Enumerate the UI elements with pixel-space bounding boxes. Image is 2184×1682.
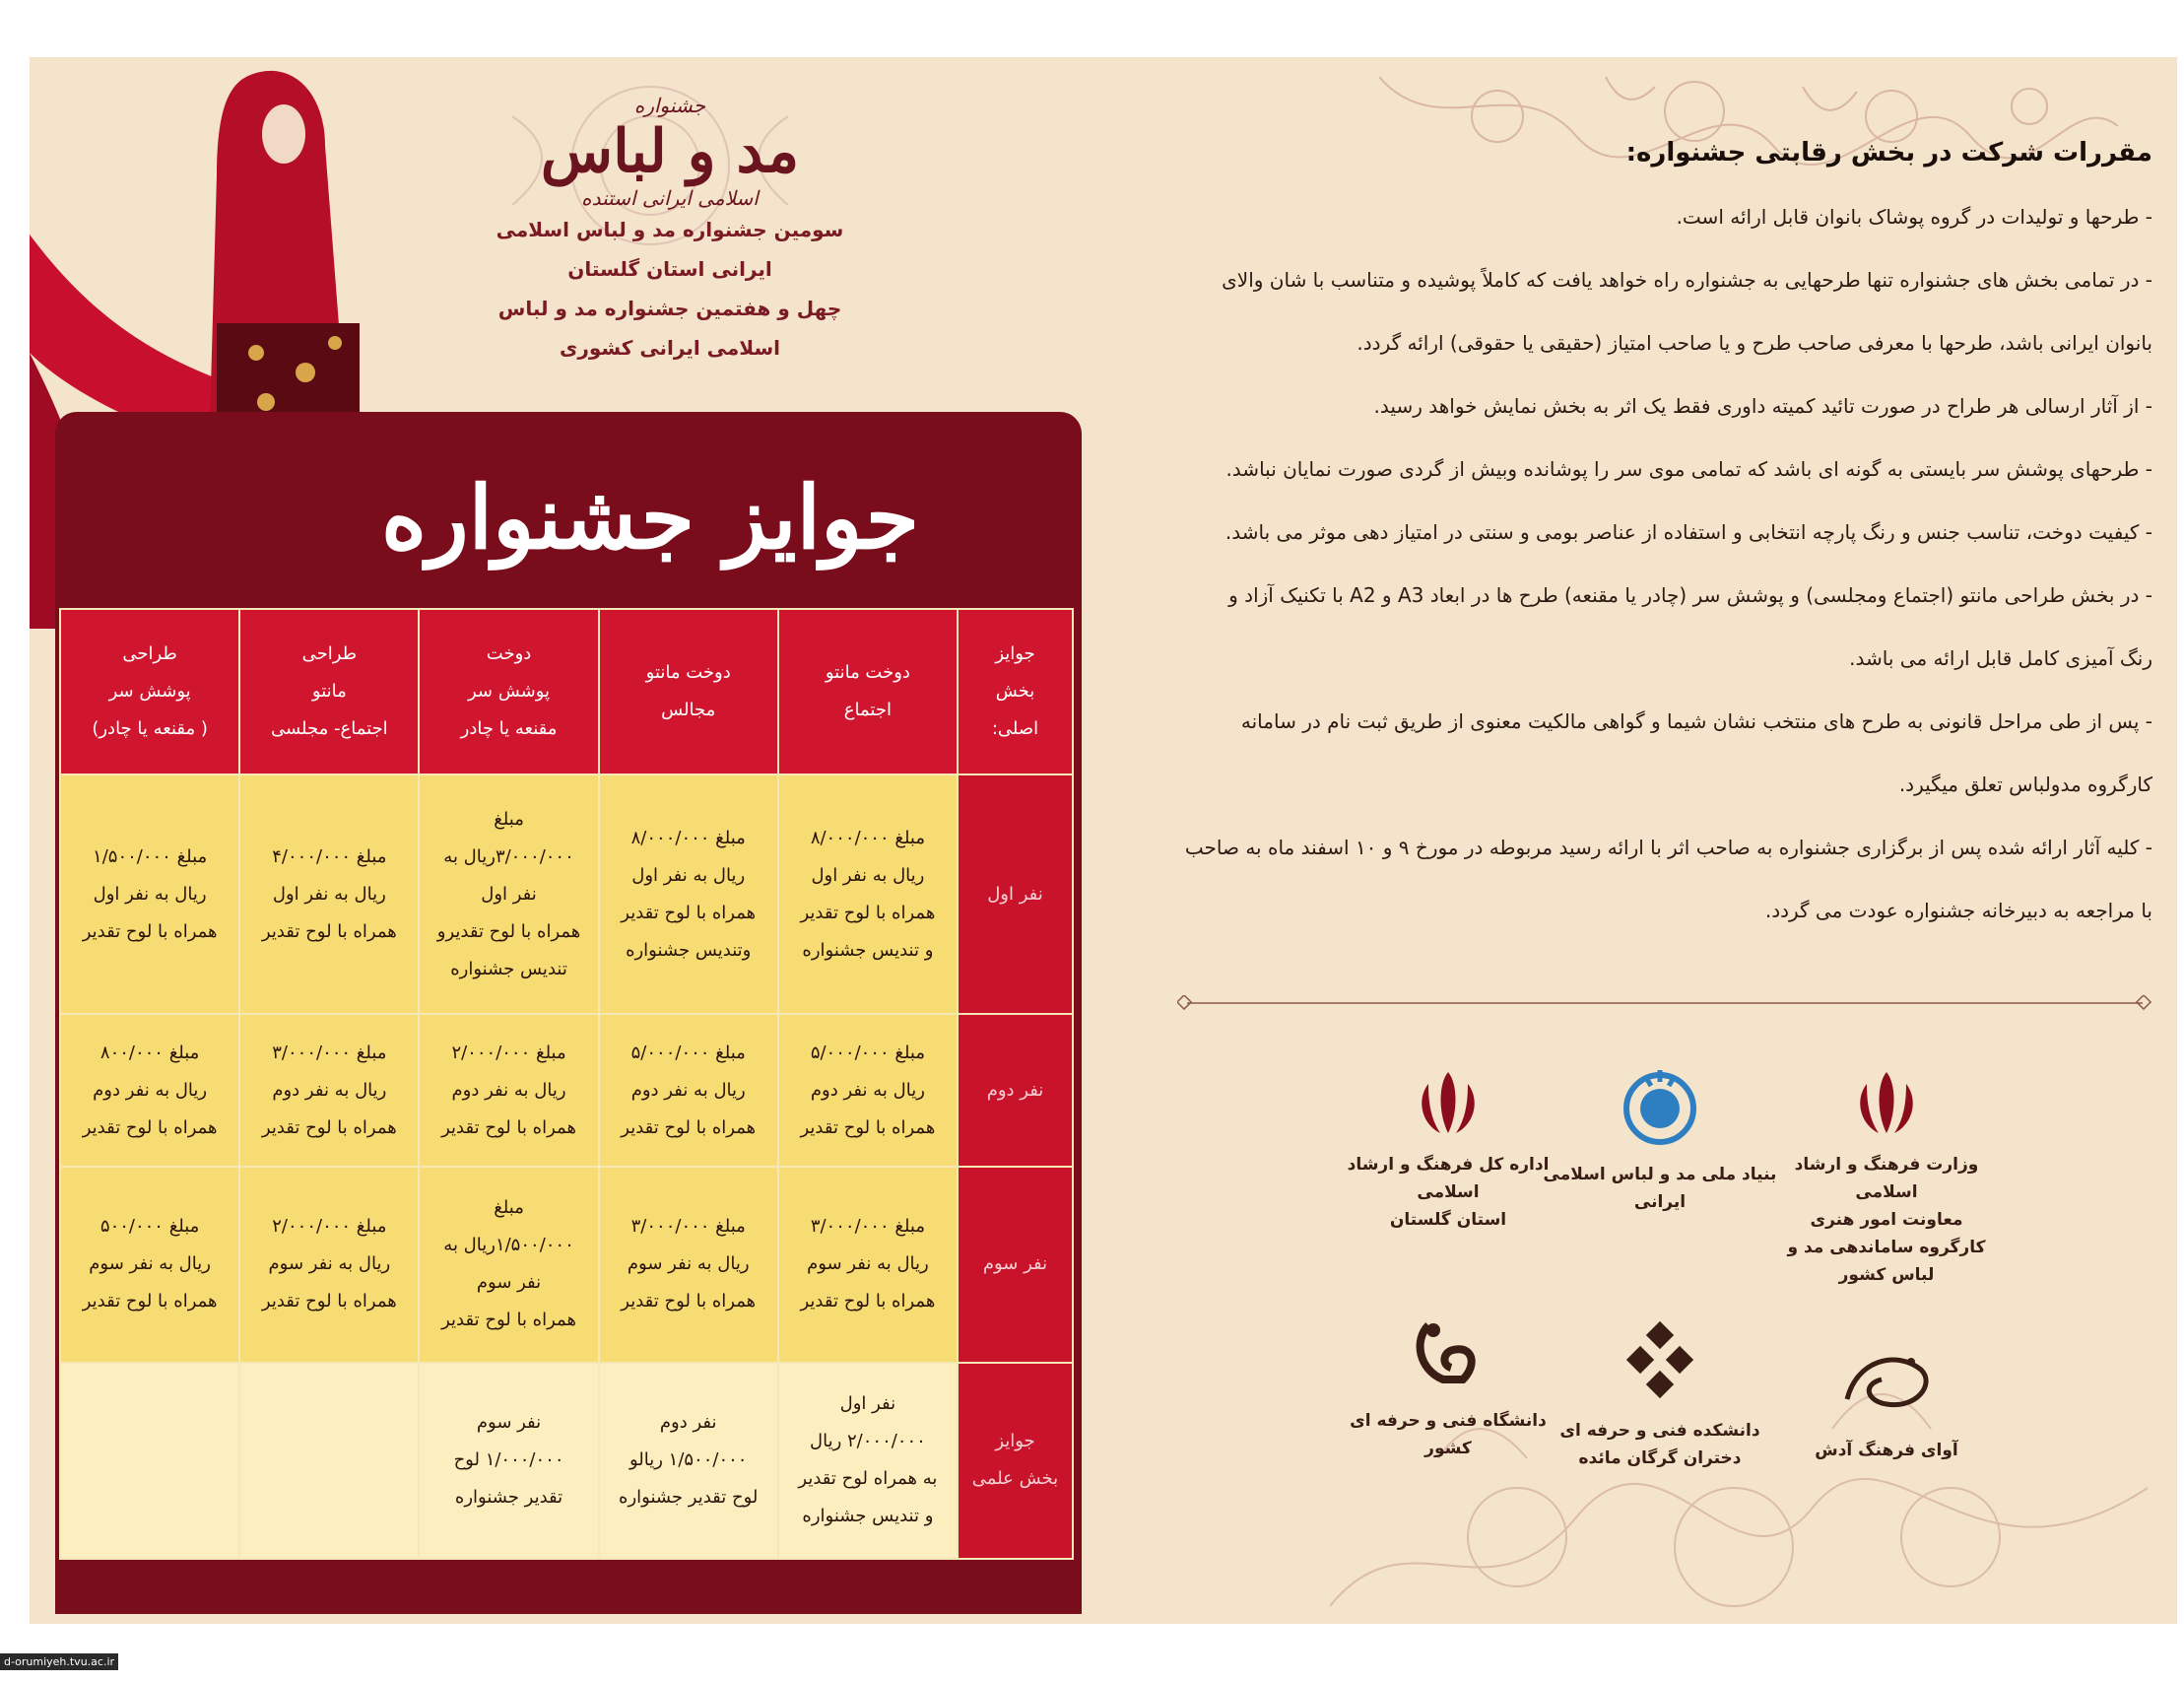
- college-logo: [1537, 1320, 1783, 1472]
- rule-line: - کلیه آثار ارائه شده پس از برگزاری جشنواره به صاحب اثر با ارائه رسید مربوطه در مورخ ۹ و ۱۰ اسفند ماه به صاحب: [1184, 836, 2152, 859]
- prize-cell: مبلغ ۴/۰۰۰/۰۰۰ ریال به نفر اول همراه با لوح تقدیر: [239, 774, 419, 1014]
- prize-cell: مبلغ ۱/۵۰۰/۰۰۰ریال به نفر سوم همراه با لوح تقدیر: [419, 1167, 598, 1363]
- festival-title: مد و لباس: [540, 117, 800, 186]
- office-logo: [1325, 1064, 1571, 1234]
- iran-emblem-icon: [1409, 1064, 1488, 1143]
- prize-cell: مبلغ ۵/۰۰۰/۰۰۰ ریال به نفر دوم همراه با لوح تقدیر: [599, 1014, 778, 1167]
- column-header: دوخت پوشش سر مقنعه یا چادر: [419, 609, 598, 774]
- ava-logo: [1763, 1340, 2010, 1464]
- rule-line: رنگ آمیزی کامل قابل ارائه می باشد.: [1849, 646, 2152, 670]
- prize-cell: [60, 1363, 239, 1559]
- prize-cell: مبلغ ۲/۰۰۰/۰۰۰ ریال به نفر سوم همراه با لوح تقدیر: [239, 1167, 419, 1363]
- university-logo: [1325, 1311, 1571, 1462]
- college-caption: دانشکده فنی و حرفه ای دختران گرگان مائده: [1559, 1421, 1760, 1468]
- prize-cell: نفر اول ۲/۰۰۰/۰۰۰ ریال به همراه لوح تقدیر و تندیس جشنواره: [778, 1363, 958, 1559]
- prize-cell: مبلغ ۵۰۰/۰۰۰ ریال به نفر سوم همراه با لوح تقدیر: [60, 1167, 239, 1363]
- ava-caption: آوای فرهنگ آدش: [1815, 1441, 1958, 1460]
- prize-cell: مبلغ ۸۰۰/۰۰۰ ریال به نفر دوم همراه با لوح تقدیر: [60, 1014, 239, 1167]
- column-header: دوخت مانتو مجالس: [599, 609, 778, 774]
- rule-line: با مراجعه به دبیرخانه جشنواره عودت می گردد.: [1764, 899, 2152, 922]
- university-caption: دانشگاه فنی و حرفه ای کشور: [1350, 1411, 1547, 1458]
- section-divider: [1177, 995, 2152, 1011]
- column-header: دوخت مانتو اجتماع: [778, 609, 958, 774]
- rules-heading: مقررات شرکت در بخش رقابتی جشنواره:: [1625, 138, 2152, 168]
- festival-line-2: چهل و هفتمین جشنواره مد و لباس اسلامی ایرانی کشوری: [497, 297, 842, 360]
- rule-line: بانوان ایرانی باشد، طرحها با معرفی صاحب طرح و یا صاحب امتیاز (حقیقی یا حقوقی) ارائه گردد.: [1357, 331, 2152, 355]
- column-header: طراحی پوشش سر ( مقنعه یا چادر): [60, 609, 239, 774]
- table-row: [60, 1167, 1073, 1363]
- prize-cell: مبلغ ۳/۰۰۰/۰۰۰ریال به نفر اول همراه با لوح تقدیرو تندیس جشنواره: [419, 774, 598, 1014]
- row-label: نفر دوم: [958, 1014, 1073, 1167]
- prize-cell: مبلغ ۸/۰۰۰/۰۰۰ ریال به نفر اول همراه با لوح تقدیر وتندیس جشنواره: [599, 774, 778, 1014]
- festival-word: جشنواره: [633, 94, 706, 117]
- table-row: [60, 1014, 1073, 1167]
- festival-subtitle: اسلامی ایرانی استنده: [581, 186, 759, 210]
- rule-line: - کیفیت دوخت، تناسب جنس و رنگ پارچه انتخابی و استفاده از عناصر بومی و سنتی در امتیاز دهی موثر می باشد.: [1224, 520, 2152, 544]
- festival-line-1: سومین جشنواره مد و لباس اسلامی ایرانی استان گلستان: [496, 218, 844, 281]
- iran-emblem-icon: [1847, 1064, 1926, 1143]
- rule-line: - پس از طی مراحل قانونی به طرح های منتخب نشان شیما و گواهی مالکیت معنوی از طریق ثبت نام در سامانه: [1240, 709, 2152, 733]
- row-label: نفر سوم: [958, 1167, 1073, 1363]
- rule-line: - طرحهای پوشش سر بایستی به گونه ای باشد که تمامی موی سر را پوشانده وبیش از گردی صورت نمایان نباشد.: [1225, 457, 2152, 481]
- college-emblem-icon: [1611, 1320, 1709, 1409]
- table-row: [60, 774, 1073, 1014]
- ava-calligraphy-icon: [1827, 1340, 1946, 1429]
- prize-table: [59, 608, 1074, 1560]
- rule-line: - در تمامی بخش های جشنواره تنها طرحهایی به جشنواره راه خواهد یافت که کاملاً پوشیده و متناسب با شان والای: [1222, 268, 2152, 292]
- rules-section: [1177, 138, 2152, 942]
- prize-cell: مبلغ ۳/۰۰۰/۰۰۰ ریال به نفر دوم همراه با لوح تقدیر: [239, 1014, 419, 1167]
- column-header: طراحی مانتو اجتماع- مجلسی: [239, 609, 419, 774]
- foundation-logo: [1537, 1064, 1783, 1216]
- prize-corner-header: جوایز بخش اصلی:: [958, 609, 1073, 774]
- prize-cell: نفر سوم ۱/۰۰۰/۰۰۰ لوح تقدیر جشنواره: [419, 1363, 598, 1559]
- prize-cell: مبلغ ۸/۰۰۰/۰۰۰ ریال به نفر اول همراه با لوح تقدیر و تندیس جشنواره: [778, 774, 958, 1014]
- row-label: جوایز بخش علمی: [958, 1363, 1073, 1559]
- office-caption: اداره کل فرهنگ و ارشاد اسلامی استان گلستان: [1347, 1155, 1550, 1230]
- ministry-caption: وزارت فرهنگ و ارشاد اسلامی معاونت امور هنری کارگروه ساماندهی مد و لباس کشور: [1787, 1155, 1986, 1285]
- prize-cell: مبلغ ۳/۰۰۰/۰۰۰ ریال به نفر سوم همراه با لوح تقدیر: [778, 1167, 958, 1363]
- prize-cell: [239, 1363, 419, 1559]
- ministry-logo: [1763, 1064, 2010, 1289]
- festival-logo-block: [463, 94, 877, 360]
- row-label: نفر اول: [958, 774, 1073, 1014]
- prize-panel-title: جوایز جشنواره: [381, 466, 919, 569]
- prize-cell: مبلغ ۵/۰۰۰/۰۰۰ ریال به نفر دوم همراه با لوح تقدیر: [778, 1014, 958, 1167]
- prize-cell: مبلغ ۱/۵۰۰/۰۰۰ ریال به نفر اول همراه با لوح تقدیر: [60, 774, 239, 1014]
- university-emblem-icon: [1404, 1311, 1492, 1399]
- rule-line: - در بخش طراحی مانتو (اجتماع ومجلسی) و پوشش سر (چادر یا مقنعه) طرح ها در ابعاد A3 و A2 با تکنیک آزاد و: [1228, 583, 2152, 607]
- foundation-caption: بنیاد ملی مد و لباس اسلامی ایرانی: [1543, 1165, 1777, 1212]
- rule-line: کارگروه مدولباس تعلق میگیرد.: [1898, 773, 2152, 796]
- foundation-emblem-icon: [1616, 1064, 1704, 1153]
- prize-cell: مبلغ ۲/۰۰۰/۰۰۰ ریال به نفر دوم همراه با لوح تقدیر: [419, 1014, 598, 1167]
- rule-line: - طرحها و تولیدات در گروه پوشاک بانوان قابل ارائه است.: [1676, 205, 2152, 229]
- rule-line: - از آثار ارسالی هر طراح در صورت تائید کمیته داوری فقط یک اثر به بخش نمایش خواهد رسید.: [1373, 394, 2152, 418]
- prize-cell: نفر دوم ۱/۵۰۰/۰۰۰ ریالو لوح تقدیر جشنواره: [599, 1363, 778, 1559]
- prize-table-header-row: [60, 609, 1073, 774]
- site-watermark: d-orumiyeh.tvu.ac.ir: [0, 1653, 118, 1670]
- prize-cell: مبلغ ۳/۰۰۰/۰۰۰ ریال به نفر سوم همراه با لوح تقدیر: [599, 1167, 778, 1363]
- table-row: [60, 1363, 1073, 1559]
